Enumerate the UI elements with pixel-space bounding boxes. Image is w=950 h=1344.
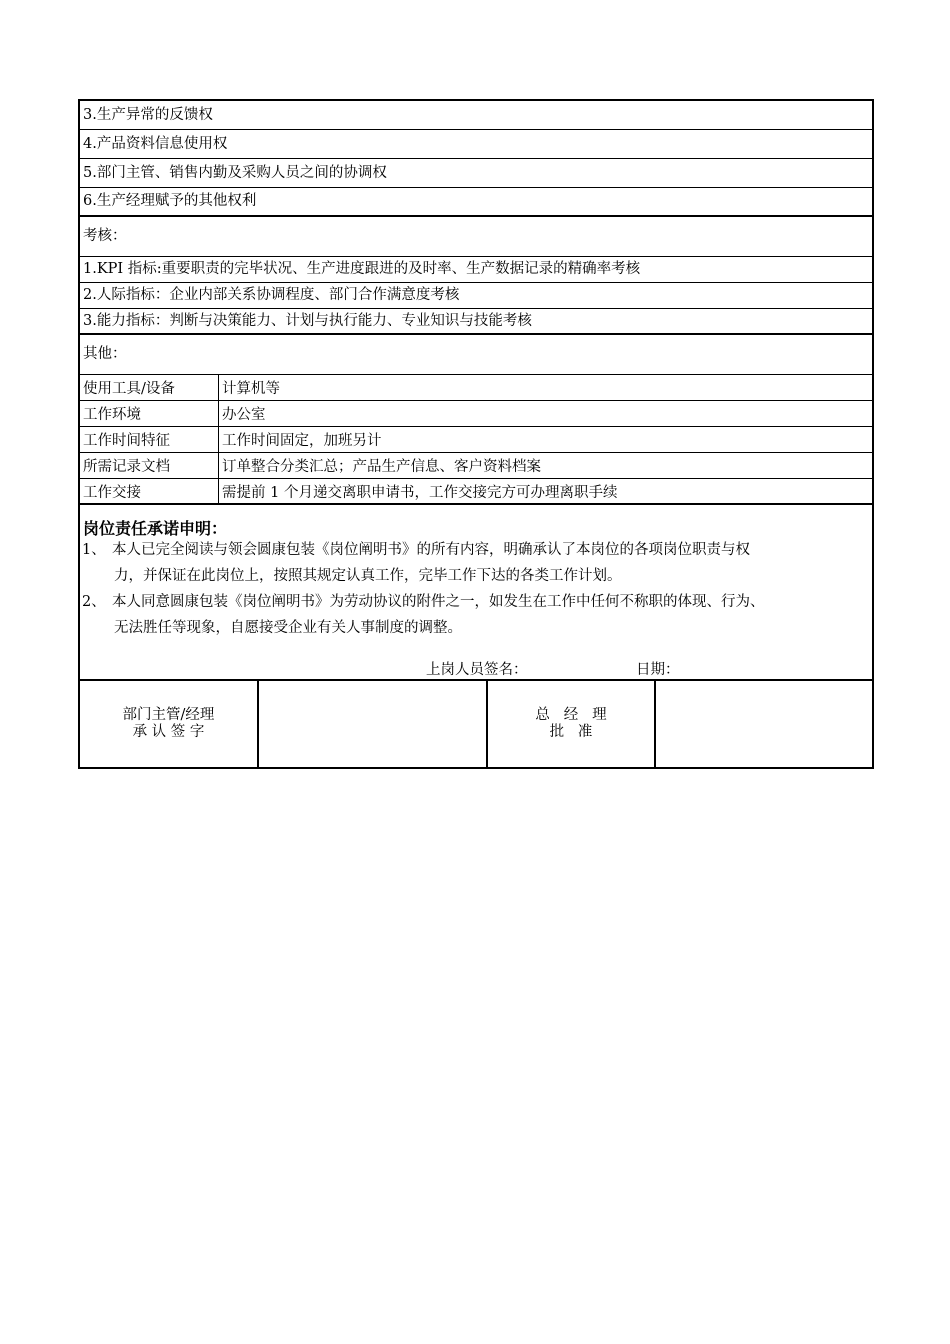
approval-row <box>80 681 872 767</box>
dept-signature-field[interactable] <box>259 681 488 767</box>
other-row-handover <box>80 479 872 505</box>
commitment-item-text-cont: 无法胜任等现象，自愿接受企业有关人事制度的调整。 <box>114 620 462 636</box>
assessment-item: 3.能力指标：判断与决策能力、计划与执行能力、专业知识与技能考核 <box>80 309 872 335</box>
dept-approval-label <box>80 681 259 767</box>
commitment-section: 岗位责任承诺申明： 1、 本人已完全阅读与领会圆康包装《岗位阐明书》的所有内容，明确承认了本岗位的各项岗位职责与权 力，并保证在此岗位上，按照其规定认真工作，完毕工作下达的各类工作计划。 2、 本人同意圆康包装《岗位阐明书》为劳动协议的附件之一，如发生在工作中任何不称职的体现、行为、 无法胜任等现象，自愿接受企业有关人事制度的调整。 上岗人员签名： 日期： <box>80 505 872 681</box>
commitment-item-text-cont: 力，并保证在此岗位上，按照其规定认真工作，完毕工作下达的各类工作计划。 <box>114 568 622 584</box>
other-row-environment <box>80 401 872 427</box>
other-row-value: 工作时间固定，加班另计 <box>222 433 382 449</box>
authority-item: 4.产品资料信息使用权 <box>80 130 872 159</box>
dept-approval-line2: 承 认 签 字 <box>132 724 205 740</box>
authority-item: 6.生产经理赋予的其他权利 <box>80 188 872 217</box>
commitment-item-text: 本人同意圆康包装《岗位阐明书》为劳动协议的附件之一，如发生在工作中任何不称职的体现、行为、 <box>112 594 765 610</box>
other-row-value: 计算机等 <box>222 381 280 397</box>
assessment-heading: 考核： <box>80 217 872 257</box>
authority-item: 5.部门主管、销售内勤及采购人员之间的协调权 <box>80 159 872 188</box>
other-row-label: 工作交接 <box>80 479 219 503</box>
other-row-work-hours <box>80 427 872 453</box>
commitment-item-number: 2、 <box>82 594 106 610</box>
other-row-value: 订单整合分类汇总；产品生产信息、客户资料档案 <box>222 459 541 475</box>
job-description-sheet <box>78 99 874 769</box>
other-row-label: 使用工具/设备 <box>80 375 219 400</box>
commitment-item-number: 1、 <box>82 542 106 558</box>
other-row-documents <box>80 453 872 479</box>
dept-approval-line1: 部门主管/经理 <box>122 707 215 723</box>
gm-approval-line2: 批 准 <box>549 724 593 740</box>
other-row-label: 工作环境 <box>80 401 219 426</box>
other-row-label: 工作时间特征 <box>80 427 219 452</box>
gm-approval-line1: 总 经 理 <box>535 707 607 723</box>
commitment-title: 岗位责任承诺申明： <box>83 519 228 538</box>
other-row-tools <box>80 375 872 401</box>
other-row-value: 需提前 1 个月递交离职申请书，工作交接完方可办理离职手续 <box>222 484 618 501</box>
other-row-label: 所需记录文档 <box>80 453 219 478</box>
gm-approval-label <box>488 681 656 767</box>
assessment-item: 1.KPI 指标:重要职责的完毕状况、生产进度跟进的及时率、生产数据记录的精确率考核 <box>80 257 872 283</box>
other-row-value: 办公室 <box>222 407 266 423</box>
authority-item: 3.生产异常的反馈权 <box>80 101 872 130</box>
commitment-item-text: 本人已完全阅读与领会圆康包装《岗位阐明书》的所有内容，明确承认了本岗位的各项岗位职责与权 <box>112 542 750 558</box>
assessment-item: 2.人际指标：企业内部关系协调程度、部门合作满意度考核 <box>80 283 872 309</box>
gm-signature-field[interactable] <box>656 681 872 767</box>
other-heading: 其他： <box>80 335 872 375</box>
